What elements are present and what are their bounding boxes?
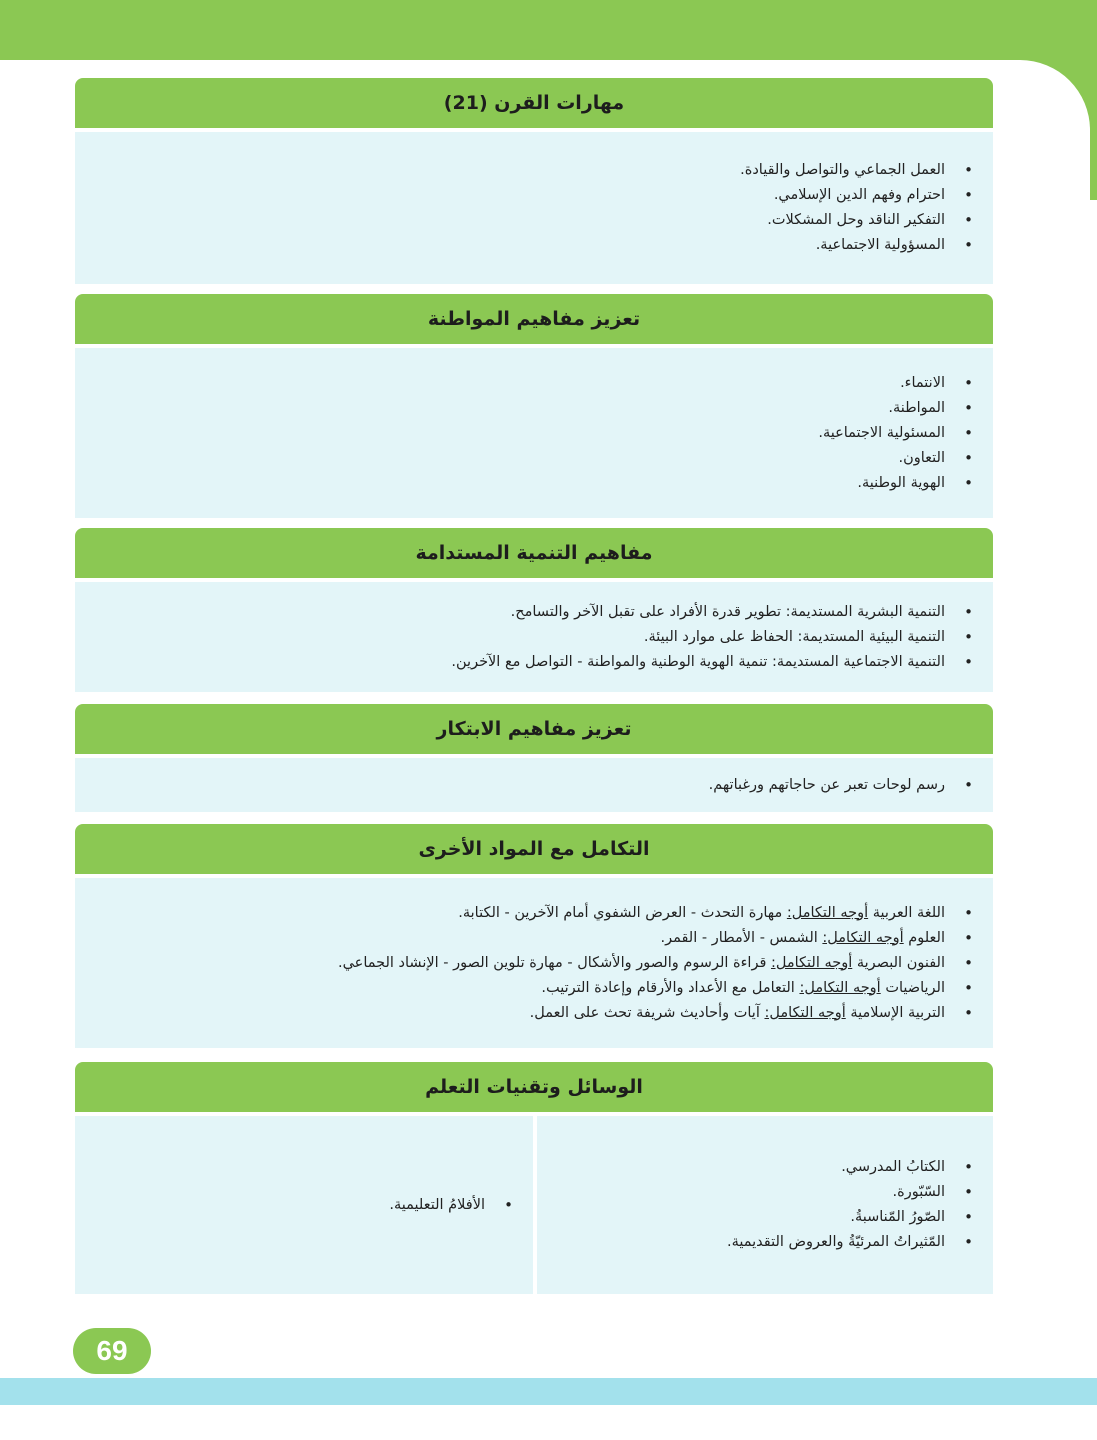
- section-integration: [75, 824, 993, 1048]
- bottom-band: [0, 1378, 1097, 1405]
- integration-label: أوجه التكامل:: [786, 904, 869, 921]
- section-citizenship: [75, 294, 993, 518]
- section-sustainable-development: [75, 528, 993, 692]
- list-item: • الانتماء.: [95, 371, 947, 396]
- left-column: [75, 1116, 533, 1294]
- list-item: [95, 926, 947, 951]
- section-title: تعزيز مفاهيم الابتكار: [75, 704, 993, 754]
- subject-name: الفنون البصرية: [856, 954, 945, 971]
- list-item: • التنمية الاجتماعية المستديمة: تنمية الهوية الوطنية والمواطنة - التواصل مع الآخرين.: [95, 650, 947, 675]
- section-body: [75, 132, 993, 284]
- list-item: • رسم لوحات تعبر عن حاجاتهم ورغباتهم.: [95, 773, 947, 798]
- integration-label: أوجه التكامل:: [771, 954, 853, 971]
- subject-name: اللغة العربية: [872, 904, 945, 921]
- list-item: • المواطنة.: [95, 396, 947, 421]
- integration-text: مهارة التحدث - العرض الشفوي أمام الآخرين - الكتابة.: [458, 904, 783, 921]
- bullet-list: [95, 158, 947, 258]
- list-item: • المّثيراتُ المرئيّةُ والعروض التقديمية.: [557, 1230, 947, 1255]
- integration-label: أوجه التكامل:: [799, 979, 881, 996]
- list-item: [95, 951, 947, 976]
- integration-label: أوجه التكامل:: [764, 1004, 846, 1021]
- list-item: [95, 1001, 947, 1026]
- list-item: • التنمية البيئية المستديمة: الحفاظ على موارد البيئة.: [95, 625, 947, 650]
- section-body: [75, 582, 993, 692]
- list-item: • التنمية البشرية المستديمة: تطوير قدرة الأفراد على تقبل الآخر والتسامح.: [95, 600, 947, 625]
- section-title: مهارات القرن (21): [75, 78, 993, 128]
- section-title: تعزيز مفاهيم المواطنة: [75, 294, 993, 344]
- list-item: • العمل الجماعي والتواصل والقيادة.: [95, 158, 947, 183]
- bullet-list: [95, 773, 947, 798]
- list-item: • الصّورُ المّناسبةُ.: [557, 1205, 947, 1230]
- list-item: • التفكير الناقد وحل المشكلات.: [95, 208, 947, 233]
- section-21st-century-skills: [75, 78, 993, 284]
- bullet-list: [557, 1155, 947, 1255]
- bullet-list: [95, 371, 947, 496]
- list-item: • المسؤولية الاجتماعية.: [95, 233, 947, 258]
- two-column-body: [75, 1116, 993, 1294]
- subject-name: التربية الإسلامية: [850, 1004, 945, 1021]
- list-item: • الأفلامُ التعليمية.: [95, 1193, 487, 1218]
- section-body: [75, 758, 993, 812]
- bullet-list: [95, 1193, 487, 1218]
- integration-label: أوجه التكامل:: [822, 929, 904, 946]
- integration-text: التعامل مع الأعداد والأرقام وإعادة الترتيب.: [541, 979, 795, 996]
- right-column: [537, 1116, 993, 1294]
- section-learning-tools: [75, 1062, 993, 1294]
- page-number: 69: [73, 1328, 151, 1374]
- list-item: • الهوية الوطنية.: [95, 471, 947, 496]
- bullet-list: [95, 600, 947, 675]
- section-title: مفاهيم التنمية المستدامة: [75, 528, 993, 578]
- section-innovation: [75, 704, 993, 812]
- section-body: [75, 348, 993, 518]
- subject-name: الرياضيات: [885, 979, 945, 996]
- list-item: • احترام وفهم الدين الإسلامي.: [95, 183, 947, 208]
- integration-text: الشمس - الأمطار - القمر.: [660, 929, 818, 946]
- section-title: التكامل مع المواد الأخرى: [75, 824, 993, 874]
- subject-name: العلوم: [908, 929, 945, 946]
- list-item: [95, 976, 947, 1001]
- section-body: [75, 878, 993, 1048]
- section-title: الوسائل وتقنيات التعلم: [75, 1062, 993, 1112]
- list-item: [95, 901, 947, 926]
- list-item: • الكتابُ المدرسي.: [557, 1155, 947, 1180]
- bullet-list: [95, 901, 947, 1026]
- list-item: • المسئولية الاجتماعية.: [95, 421, 947, 446]
- integration-text: قراءة الرسوم والصور والأشكال - مهارة تلوين الصور - الإنشاد الجماعي.: [337, 954, 767, 971]
- list-item: • التعاون.: [95, 446, 947, 471]
- integration-text: آيات وأحاديث شريفة تحث على العمل.: [529, 1004, 760, 1021]
- list-item: • السّبّورة.: [557, 1180, 947, 1205]
